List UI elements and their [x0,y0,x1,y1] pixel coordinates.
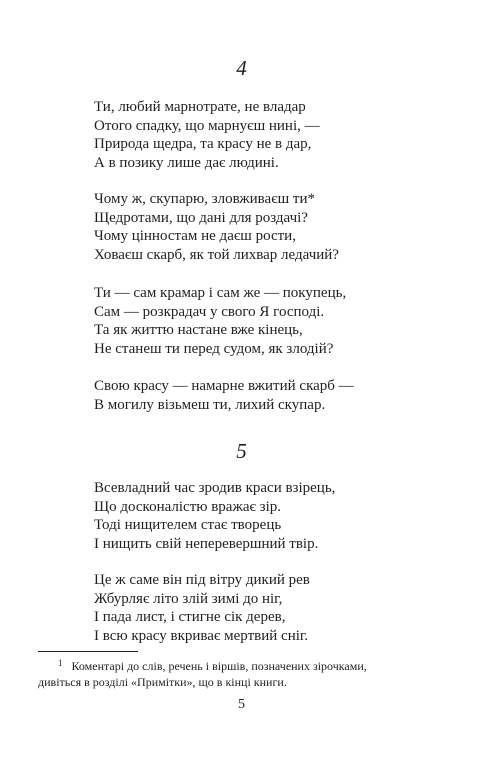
verse-line: Щедротами, що дані для роздачі? [94,209,308,226]
stanza [94,98,454,172]
verse-line: В могилу візьмеш ти, лихий скупар. [94,396,326,413]
verse-line: І пада лист, і стигне сік дерев, [94,609,286,626]
verse-line: Свою красу — намарне вжитий скарб — [94,378,354,394]
footnote [38,655,448,690]
verse-line: І нищить свій неперевершний твір. [94,535,319,552]
verse-line: Це ж саме він під вітру дикий рев [94,572,310,588]
verse-line: Жбурляє літо злій зимі до ніг, [94,590,283,607]
page-number: 5 [238,697,245,712]
verse-line: Отого спадку, що марнуєш нині, — [94,117,320,134]
footnote-line: дивіться в розділі «Примітки», що в кінці книги. [38,675,287,689]
sonnet-number: 5 [236,439,247,463]
stanza [94,571,454,645]
verse-line: Ховаєш скарб, як той лихвар ледачий? [94,246,339,263]
verse-line: Природа щедра, та красу не в дар, [94,136,312,153]
footnote-divider [38,651,138,652]
footnote-line [38,655,448,674]
verse-line: Та як життю настане вже кінець, [94,322,303,339]
verse-line: Що досконалістю вражає зір. [94,498,282,515]
verse-line: А в позику лише дає людині. [94,154,279,171]
verse-line: Ти, любий марнотрате, не владар [94,99,306,115]
verse-line: Ти — сам крамар і сам же — покупець, [94,285,347,301]
sonnet-number: 4 [236,56,247,80]
stanza [94,479,454,553]
footnote-mark: 1 [58,658,63,668]
verse-line: Всевладний час зродив краси взірець, [94,480,336,496]
verse-line: Чому ж, скупарю, зловживаєш ти* [94,191,316,207]
stanza [94,284,454,358]
verse-line: І всю красу вкриває мертвий сніг. [94,627,309,644]
verse-line: Не станеш ти перед судом, як злодій? [94,340,334,357]
verse-line: Сам — розкрадач у свого Я господі. [94,303,325,320]
verse-line: Тоді нищителем стає творець [94,517,282,534]
stanza [94,190,454,264]
stanza [94,377,454,414]
footnote-text: Коментарі до слів, речень і віршів, позначених зірочками, [71,659,367,673]
verse-line: Чому цінностам не даєш рости, [94,228,296,245]
